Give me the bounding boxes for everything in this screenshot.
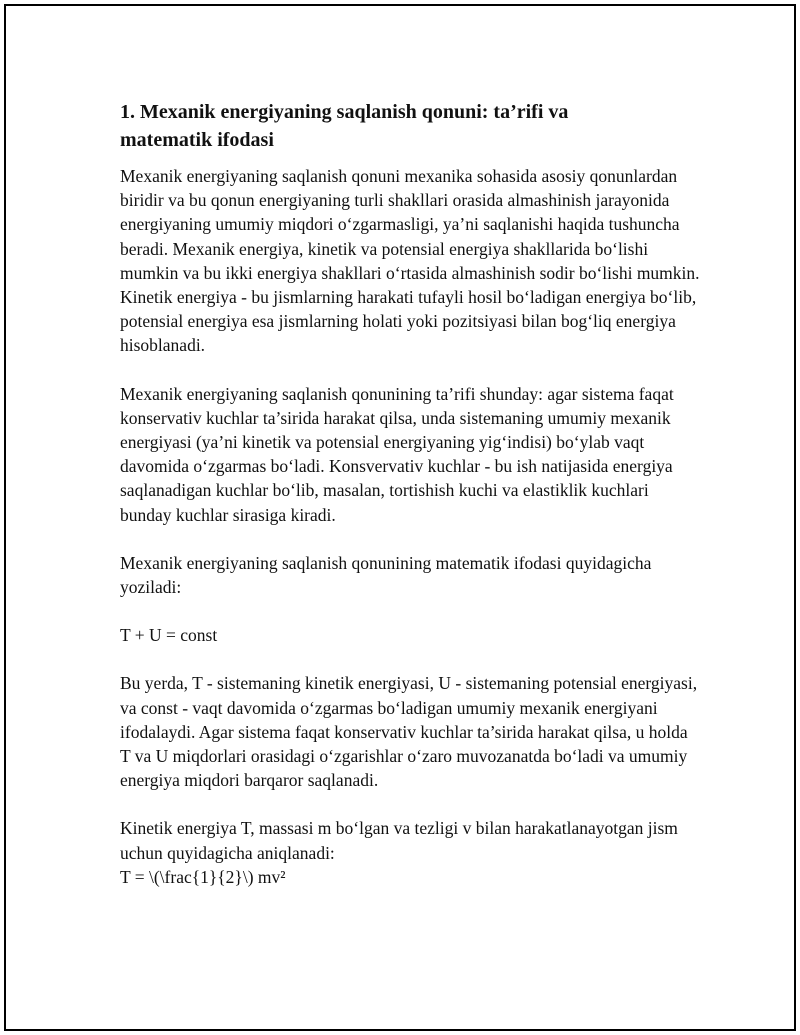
document-content xyxy=(120,98,700,889)
section-heading: 1. Mexanik energiyaning saqlanish qonuni: ta’rifi va matematik ifodasi xyxy=(120,101,569,151)
formula-kinetic-energy: T = \(\frac{1}{2}\) mv² xyxy=(120,866,286,887)
paragraph-definition: Mexanik energiyaning saqlanish qonunining ta’rifi shunday: agar sistema faqat konservativ kuchlar ta’sirida harakat qilsa, unda sistemaning umumiy mexanik energiyasi (ya’ni kinetik va potensial energiyaning yig‘indisi) bo‘ylab vaqt davomida o‘zgarmas bo‘ladi. Konsvervativ kuchlar - bu ish natijasida energiya saqlanadigan kuchlar bo‘lib, masalan, tortishish kuchi va elastiklik kuchlari bunday kuchlar sirasiga kiradi. xyxy=(120,383,674,525)
paragraph-intro: Mexanik energiyaning saqlanish qonuni mexanika sohasida asosiy qonunlardan biridir va bu qonun energiyaning turli shakllari orasida almashinish jarayonida energiyaning umumiy miqdori o‘zgarmasligi, ya’ni saqlanishi haqida tushuncha beradi. Mexanik energiya, kinetik va potensial energiya shakllarida bo‘lishi mumkin va bu ikki energiya shakllari o‘rtasida almashinish sodir bo‘lishi mumkin. Kinetik energiya - bu jismlarning harakati tufayli hosil bo‘ladigan energiya bo‘lib, potensial energiya esa jismlarning holati yoki pozitsiyasi bilan bog‘liq energiya hisoblanadi. xyxy=(120,166,700,356)
formula-energy-conservation: T + U = const xyxy=(120,625,218,646)
paragraph-explanation: Bu yerda, T - sistemaning kinetik energiyasi, U - sistemaning potensial energiyasi, va const - vaqt davomida o‘zgarmas bo‘ladigan umumiy mexanik energiyani ifodalaydi. Agar sistema faqat konservativ kuchlar ta’sirida harakat qilsa, u holda T va U miqdorlari orasidagi o‘zgarishlar o‘zaro muvozanatda bo‘ladi va umumiy energiya miqdori barqaror saqlanadi. xyxy=(120,673,698,791)
document-page xyxy=(4,4,796,1031)
paragraph-formula-intro: Mexanik energiyaning saqlanish qonunining matematik ifodasi quyidagicha yoziladi: xyxy=(120,552,652,598)
paragraph-kinetic-energy: Kinetik energiya T, massasi m bo‘lgan va tezligi v bilan harakatlanayotgan jism uchun quyidagicha aniqlanadi: xyxy=(120,818,678,863)
